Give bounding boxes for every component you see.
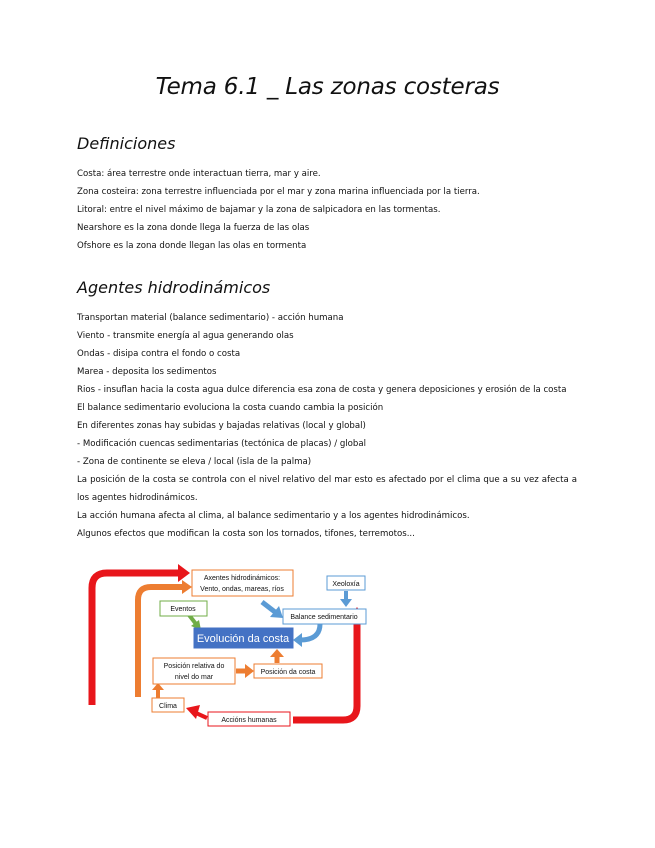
orange-arrowhead-costa [245,664,254,678]
svg-text:Evolución da costa: Evolución da costa [196,633,290,645]
text-line: Costa: área terrestre onde interactuan tierra, mar y aire. [77,169,321,179]
red-arrowhead-clima [186,705,200,719]
text-line: - Modificación cuencas sedimentarias (tectónica de placas) / global [77,439,367,449]
text-line: Zona costeira: zona terrestre influenciada por el mar y zona marina influenciada por la tierra. [77,187,480,197]
svg-text:Posición da costa: Posición da costa [260,669,316,676]
svg-text:nivel do mar: nivel do mar [174,674,214,681]
text-paragraph: Rios - insuflan hacia la costa agua dulce diferencia esa zona de costa y genera deposiciones y erosión de la costa [77,385,567,395]
blue-arrow-agentes-balance [262,602,275,612]
svg-text:Xeoloxía: Xeoloxía [332,581,360,588]
section-heading-agentes: Agentes hidrodinámicos [77,278,271,297]
box-eventos [160,601,207,616]
red-arrowhead-top [178,564,190,582]
box-posicion-relativa [153,658,235,684]
orange-arrowhead-evolucion [270,649,284,657]
text-line: Algunos efectos que modifican la costa son los tornados, tifones, terremotos... [77,529,415,539]
text-line: En diferentes zonas hay subidas y bajadas relativas (local y global) [77,421,366,431]
svg-text:Axentes hidrodinámicos:: Axentes hidrodinámicos: [203,575,281,582]
box-balance [283,609,366,624]
box-evolucion [194,628,293,648]
svg-text:Clima: Clima [159,703,177,710]
text-line: Ofshore es la zona donde llegan las olas en tormenta [77,241,307,251]
red-arrow-accions-clima [196,713,207,718]
text-line: La acción humana afecta al clima, al balance sedimentario y a los agentes hidrodinámicos. [77,511,470,521]
blue-arrow-balance-evolucion [300,624,320,640]
svg-text:Balance sedimentario: Balance sedimentario [290,614,358,621]
svg-text:Posición relativa do: Posición relativa do [163,663,225,670]
text-line: Ondas - disipa contra el fondo o costa [77,349,241,359]
blue-arrowhead-evolucion [293,633,302,647]
box-clima [152,698,184,712]
page-title: Tema 6.1 _ Las zonas costeras [155,74,500,100]
box-posicion-costa [254,664,322,678]
box-agentes [192,570,293,596]
text-line: - Zona de continente se eleva / local (isla de la palma) [77,457,312,467]
text-line: El balance sedimentario evoluciona la costa cuando cambia la posición [77,403,384,413]
blue-arrowhead-balance-2 [340,599,352,607]
text-line: Marea - deposita los sedimentos [77,367,217,377]
text-line: Litoral: entre el nivel máximo de bajamar y la zona de salpicadora en las tormentas. [77,205,441,215]
svg-text:Accións humanas: Accións humanas [221,717,277,724]
text-line: Nearshore es la zona donde llega la fuerza de las olas [77,223,310,233]
box-xeoloxia [327,576,365,590]
svg-text:Vento, ondas, mareas, ríos: Vento, ondas, mareas, ríos [200,586,284,593]
orange-arrowhead-agentes [182,580,192,594]
box-accions [208,712,290,726]
svg-text:Eventos: Eventos [170,606,196,613]
text-line: Viento - transmite energía al agua generando olas [77,331,294,341]
text-line: Transportan material (balance sedimentario) - acción humana [77,313,344,323]
text-paragraph: La posición de la costa se controla con el nivel relativo del mar esto es afectado por el clima que a su vez afecta a los agentes hidrodinámicos. [77,475,577,503]
section-heading-definiciones: Definiciones [77,134,176,153]
